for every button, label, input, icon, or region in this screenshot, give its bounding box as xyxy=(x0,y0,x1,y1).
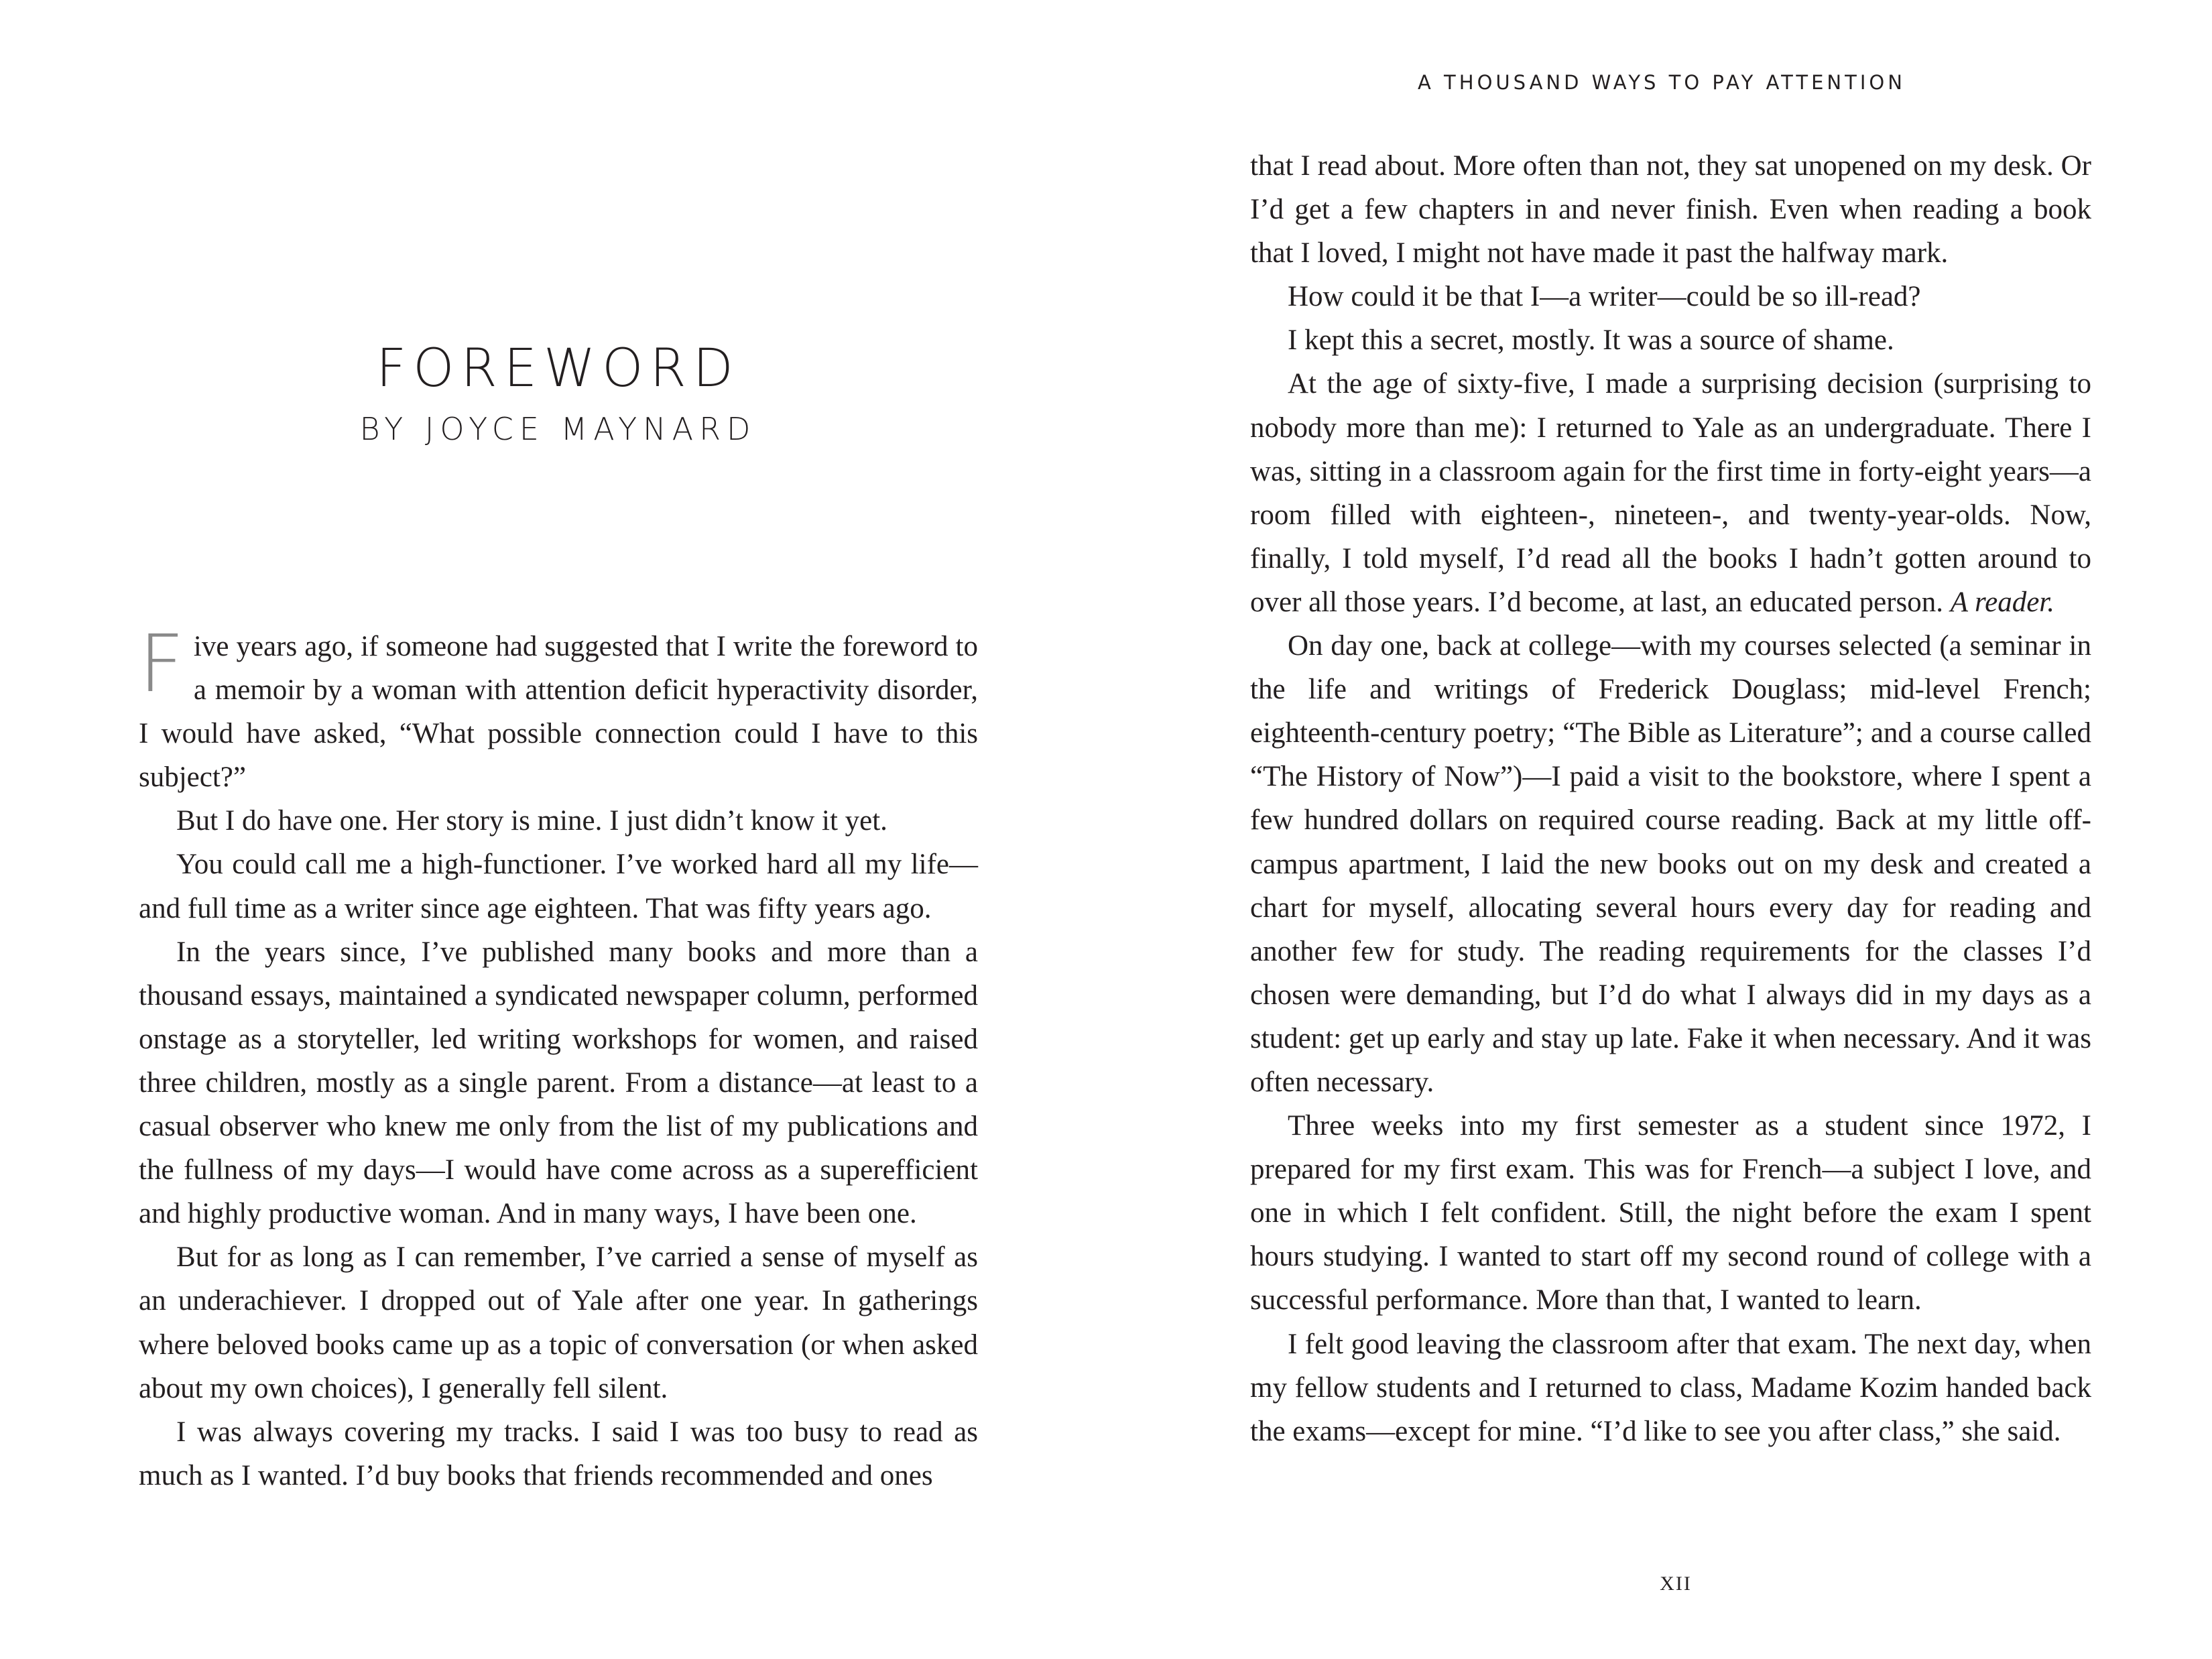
chapter-byline: BY JOYCE MAYNARD xyxy=(359,411,757,447)
paragraph: You could call me a high-functioner. I’ve worked hard all my life—and full time as a writer since age eighteen. That was fifty years ago. xyxy=(139,849,978,924)
paragraph: But I do have one. Her story is mine. I just didn’t know it yet. xyxy=(176,805,887,837)
right-page xyxy=(1106,0,2212,1659)
left-page-body xyxy=(139,617,978,1497)
paragraph-text: ive years ago, if someone had suggested that I write the foreword to a memoir by a woman with attention deficit hyperactivity disorder, I would have asked, “What possible connection could I have to this subject?” xyxy=(139,631,978,794)
chapter-title: FOREWORD xyxy=(376,339,740,399)
paragraph: In the years since, I’ve published many books and more than a thousand essays, maintained a syndicated newspaper column, performed onstage as a storyteller, led writing workshops for women, and raised three children, mostly as a single parent. From a distance—at least to a casual observer who knew me only from the list of my publications and the fullness of my days—I would have come across as a superefficient and highly productive woman. And in many ways, I have been one. xyxy=(139,936,978,1230)
paragraph: On day one, back at college—with my courses selected (a seminar in the life and writings of Frederick Douglass; mid-level French; eighteenth-century poetry; “The Bible as Literature”; and a course called “The History of Now”)—I paid a visit to the bookstore, where I spent a few hundred dollars on required course reading. Back at my little off-campus apartment, I laid the new books out on my desk and created a chart for myself, allocating several hours every day for reading and another few for study. The reading requirements for the classes I’d chosen were demanding, but I’d do what I always did in my days as a student: get up early and stay up late. Fake it when necessary. And it was often necessary. xyxy=(1250,630,2091,1098)
chapter-heading xyxy=(137,335,979,456)
right-page-body xyxy=(1250,144,2091,1453)
paragraph: I kept this a secret, mostly. It was a source of shame. xyxy=(1288,324,1894,357)
paragraph: that I read about. More often than not, they sat unopened on my desk. Or I’d get a few chapters in and never finish. Even when reading a book that I loved, I might not have made it past the halfway mark. xyxy=(1250,150,2091,269)
paragraph: How could it be that I—a writer—could be so ill-read? xyxy=(1288,281,1921,313)
paragraph: I felt good leaving the classroom after that exam. The next day, when my fellow students and I returned to class, Madame Kozim handed back the exams—except for mine. “I’d like to see you after class,” she said. xyxy=(1250,1328,2091,1447)
paragraph-text: At the age of sixty-five, I made a surprising decision (surprising to nobody more than me): I returned to Yale as an undergraduate. There I was, sitting in a classroom again for the first time in forty-eight years—a room filled with eighteen-, nineteen-, and twenty-year-olds. Now, finally, I told myself, I’d read all the books I hadn’t gotten around to over all those years. I’d become, at last, an educated person. xyxy=(1250,368,2091,618)
paragraph: I was always covering my tracks. I said I was too busy to read as much as I wanted. I’d buy books that friends recommended and ones xyxy=(139,1416,978,1491)
paragraph: But for as long as I can remember, I’ve carried a sense of myself as an underachiever. I dropped out of Yale after one year. In gatherings where beloved books came up as a topic of conversation (or when asked about my own choices), I generally fell silent. xyxy=(139,1241,978,1404)
drop-cap: F xyxy=(139,617,184,710)
paragraph xyxy=(139,617,978,799)
paragraph xyxy=(1250,362,2091,624)
paragraph: Three weeks into my first semester as a student since 1972, I prepared for my first exam. This was for French—a subject I love, and one in which I felt confident. Still, the night before the exam I spent hours studying. I wanted to start off my second round of college with a successful performance. More than that, I wanted to learn. xyxy=(1250,1110,2091,1316)
running-head: A THOUSAND WAYS TO PAY ATTENTION xyxy=(1418,71,1906,94)
italic-phrase: A reader. xyxy=(1950,586,2055,618)
page-number: XII xyxy=(1660,1573,1692,1595)
